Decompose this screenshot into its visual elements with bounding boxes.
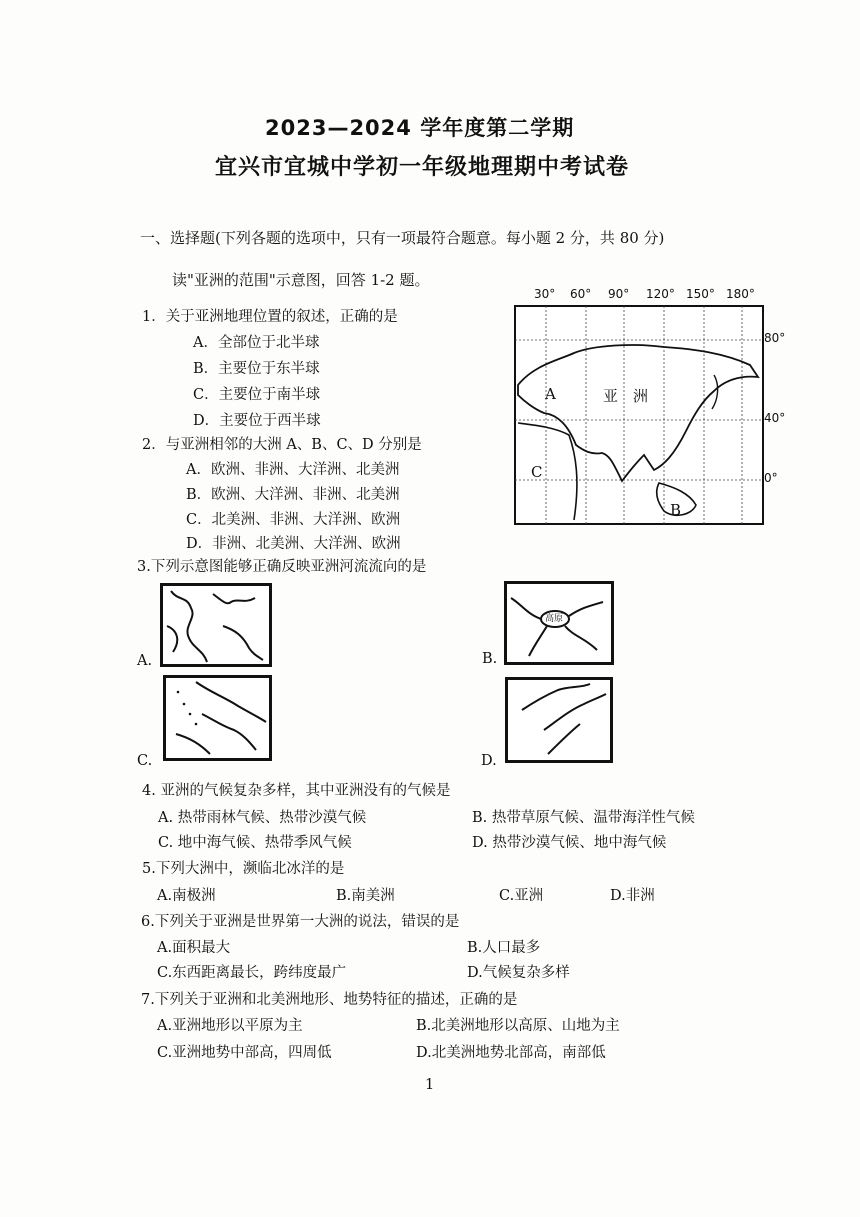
q5-option-a: A.南极洲 [157, 888, 216, 904]
q6-option-a: A.面积最大 [157, 940, 231, 956]
q4-option-b: B. 热带草原气候、温带海洋性气候 [472, 810, 695, 826]
q1-option-d: D．主要位于西半球 [193, 413, 321, 429]
q6-option-c: C.东西距离最长，跨纬度最广 [157, 965, 347, 981]
q4-option-a: A. 热带雨林气候、热带沙漠气候 [158, 810, 367, 826]
lon-label: 60° [570, 287, 592, 301]
q2-stem: 2．与亚洲相邻的大洲 A、B、C、D 分别是 [142, 437, 422, 453]
q4-stem: 4. 亚洲的气候复杂多样，其中亚洲没有的气候是 [142, 783, 451, 799]
map-drawing [514, 305, 764, 525]
q7-option-c: C.亚洲地势中部高，四周低 [157, 1045, 332, 1061]
q7-option-d: D.北美洲地势北部高，南部低 [416, 1045, 606, 1061]
q2-option-c: C．北美洲、非洲、大洋洲、欧洲 [186, 512, 401, 528]
asia-label: 亚 洲 [603, 387, 649, 405]
q6-option-b: B.人口最多 [467, 940, 541, 956]
q1-option-b: B．主要位于东半球 [193, 361, 320, 377]
section-heading: 一、选择题(下列各题的选项中，只有一项最符合题意。每小题 2 分，共 80 分) [140, 229, 665, 247]
lat-label: 40° [764, 411, 786, 425]
q5-option-d: D.非洲 [610, 888, 655, 904]
lon-label: 120° [646, 287, 675, 301]
lat-label: 80° [764, 331, 786, 345]
q3-b-plateau-label: 高原 [545, 614, 564, 624]
q3-option-a-label: A. [137, 653, 153, 669]
q7-stem: 7.下列关于亚洲和北美洲地形、地势特征的描述，正确的是 [141, 992, 518, 1008]
page-number: 1 [425, 1077, 435, 1093]
q3-figure-d [505, 677, 613, 763]
q2-option-a: A．欧洲、非洲、大洋洲、北美洲 [186, 462, 400, 478]
q1-stem: 1．关于亚洲地理位置的叙述，正确的是 [142, 309, 398, 325]
q1-option-c: C．主要位于南半球 [193, 387, 321, 403]
q4-option-c: C. 地中海气候、热带季风气候 [158, 835, 352, 851]
q5-stem: 5.下列大洲中，濒临北冰洋的是 [142, 861, 345, 877]
q4-option-d: D. 热带沙漠气候、地中海气候 [472, 835, 667, 851]
q6-stem: 6.下列关于亚洲是世界第一大洲的说法，错误的是 [141, 914, 460, 930]
q3-figure-c [163, 675, 272, 761]
lon-label: 90° [608, 287, 630, 301]
lon-label: 150° [686, 287, 715, 301]
q3-stem: 3.下列示意图能够正确反映亚洲河流流向的是 [137, 559, 427, 575]
region-b-label: B [670, 501, 682, 519]
exam-term-title: 2023—2024 学年度第二学期 [265, 116, 575, 140]
lon-label: 30° [534, 287, 556, 301]
q3-option-c-label: C. [137, 753, 153, 769]
q3-option-d-label: D. [481, 753, 497, 769]
q7-option-a: A.亚洲地形以平原为主 [157, 1018, 303, 1034]
asia-range-map [512, 287, 784, 537]
q7-option-b: B.北美洲地形以高原、山地为主 [416, 1018, 620, 1034]
q3-figure-a [160, 583, 272, 667]
exam-title: 宜兴市宜城中学初一年级地理期中考试卷 [215, 155, 630, 180]
q2-option-d: D．非洲、北美洲、大洋洲、欧洲 [186, 536, 401, 552]
lon-label: 180° [726, 287, 755, 301]
region-c-label: C [531, 463, 543, 481]
q2-option-b: B．欧洲、大洋洲、非洲、北美洲 [186, 487, 400, 503]
region-a-label: A [545, 385, 556, 403]
q3-figure-b [504, 581, 614, 665]
q5-option-b: B.南美洲 [336, 888, 395, 904]
map-intro: 读"亚洲的范围"示意图，回答 1-2 题。 [172, 271, 430, 289]
q6-option-d: D.气候复杂多样 [467, 965, 570, 981]
lat-label: 0° [764, 471, 778, 485]
q1-option-a: A．全部位于北半球 [193, 335, 320, 351]
q3-option-b-label: B. [482, 651, 498, 667]
q5-option-c: C.亚洲 [499, 888, 544, 904]
